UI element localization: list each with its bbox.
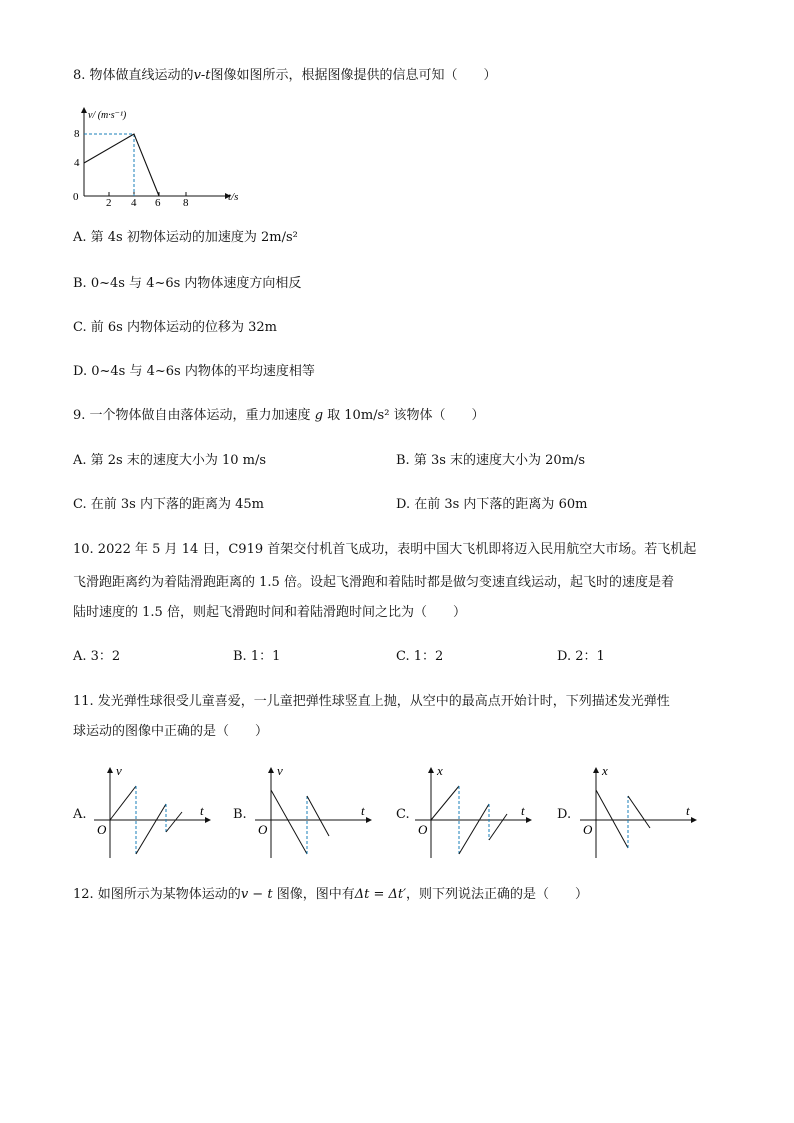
svg-text:v: v [116,763,122,778]
q12-stem: 12. 如图所示为某物体运动的v − t 图像，图中有Δt = Δt′，则下列说法正确的是（ ） [73,887,589,902]
q11-option-d-label: D. [557,807,572,822]
q11-graph-a [92,762,222,860]
q8-option-c: C. 前 6s 内物体运动的位移为 32m [73,320,277,335]
q9-option-a: A. 第 2s 末的速度大小为 10 m/s [73,453,267,468]
q8-origin: 0 [73,191,79,203]
svg-text:x: x [437,763,443,778]
q10-option-c: C. 1：2 [396,649,444,664]
q8-xtick: 2 [106,197,112,208]
q11-option-b-label: B. [233,807,247,822]
q8-option-a: A. 第 4s 初物体运动的加速度为 2m/s² [73,230,298,245]
svg-text:t: t [686,803,690,818]
q10-option-b: B. 1：1 [233,649,281,664]
q8-ytick: 4 [74,157,80,169]
q9-option-c: C. 在前 3s 内下落的距离为 45m [73,497,264,512]
q11-graph-b [253,762,383,860]
q8-option-b: B. 0~4s 与 4~6s 内物体速度方向相反 [73,276,302,291]
q11-stem-line-2: 球运动的图像中正确的是（ ） [73,724,269,739]
svg-text:O: O [418,822,428,837]
q10-stem-line-3: 陆时速度的 1.5 倍，则起飞滑跑时间和着陆滑跑时间之比为（ ） [73,605,466,620]
svg-text:x: x [602,763,608,778]
q11-graph-d [578,762,708,860]
q11-option-c-label: C. [396,807,410,822]
q9-stem: 9. 一个物体做自由落体运动，重力加速度 g 取 10m/s² 该物体（ ） [73,408,485,423]
q8-xtick: 4 [131,197,137,208]
q8-xlabel: t/s [228,191,239,203]
q8-xtick: 6 [155,197,161,208]
svg-text:O: O [258,822,268,837]
q10-option-d: D. 2：1 [557,649,605,664]
q8-stem: 8. 物体做直线运动的v-t图像如图所示，根据图像提供的信息可知（ ） [73,68,497,83]
q8-vt-graph [70,104,260,208]
svg-text:t: t [200,803,204,818]
q10-stem-line-1: 10. 2022 年 5 月 14 日，C919 首架交付机首飞成功，表明中国大飞机即将迈入民用航空大市场。若飞机起 [73,542,697,557]
q11-option-a-label: A. [73,807,87,822]
q11-graph-c [413,762,543,860]
svg-text:O: O [583,822,593,837]
q9-option-d: D. 在前 3s 内下落的距离为 60m [396,497,588,512]
q8-ytick: 8 [74,128,80,140]
svg-text:v: v [277,763,283,778]
q9-option-b: B. 第 3s 末的速度大小为 20m/s [396,453,586,468]
svg-text:O: O [97,822,107,837]
q8-velocity-line [84,134,159,196]
q11-stem-line-1: 11. 发光弹性球很受儿童喜爱，一儿童把弹性球竖直上抛，从空中的最高点开始计时，下列描述发光弹性 [73,694,670,709]
q8-ylabel: v/ (m·s⁻¹) [88,110,127,121]
svg-text:t: t [521,803,525,818]
q10-option-a: A. 3：2 [73,649,121,664]
q8-option-d: D. 0~4s 与 4~6s 内物体的平均速度相等 [73,364,315,379]
q8-xtick: 8 [183,197,189,208]
q10-stem-line-2: 飞滑跑距离约为着陆滑跑距离的 1.5 倍。设起飞滑跑和着陆时都是做匀变速直线运动，起飞时的速度是着 [73,575,674,590]
svg-text:t: t [361,803,365,818]
